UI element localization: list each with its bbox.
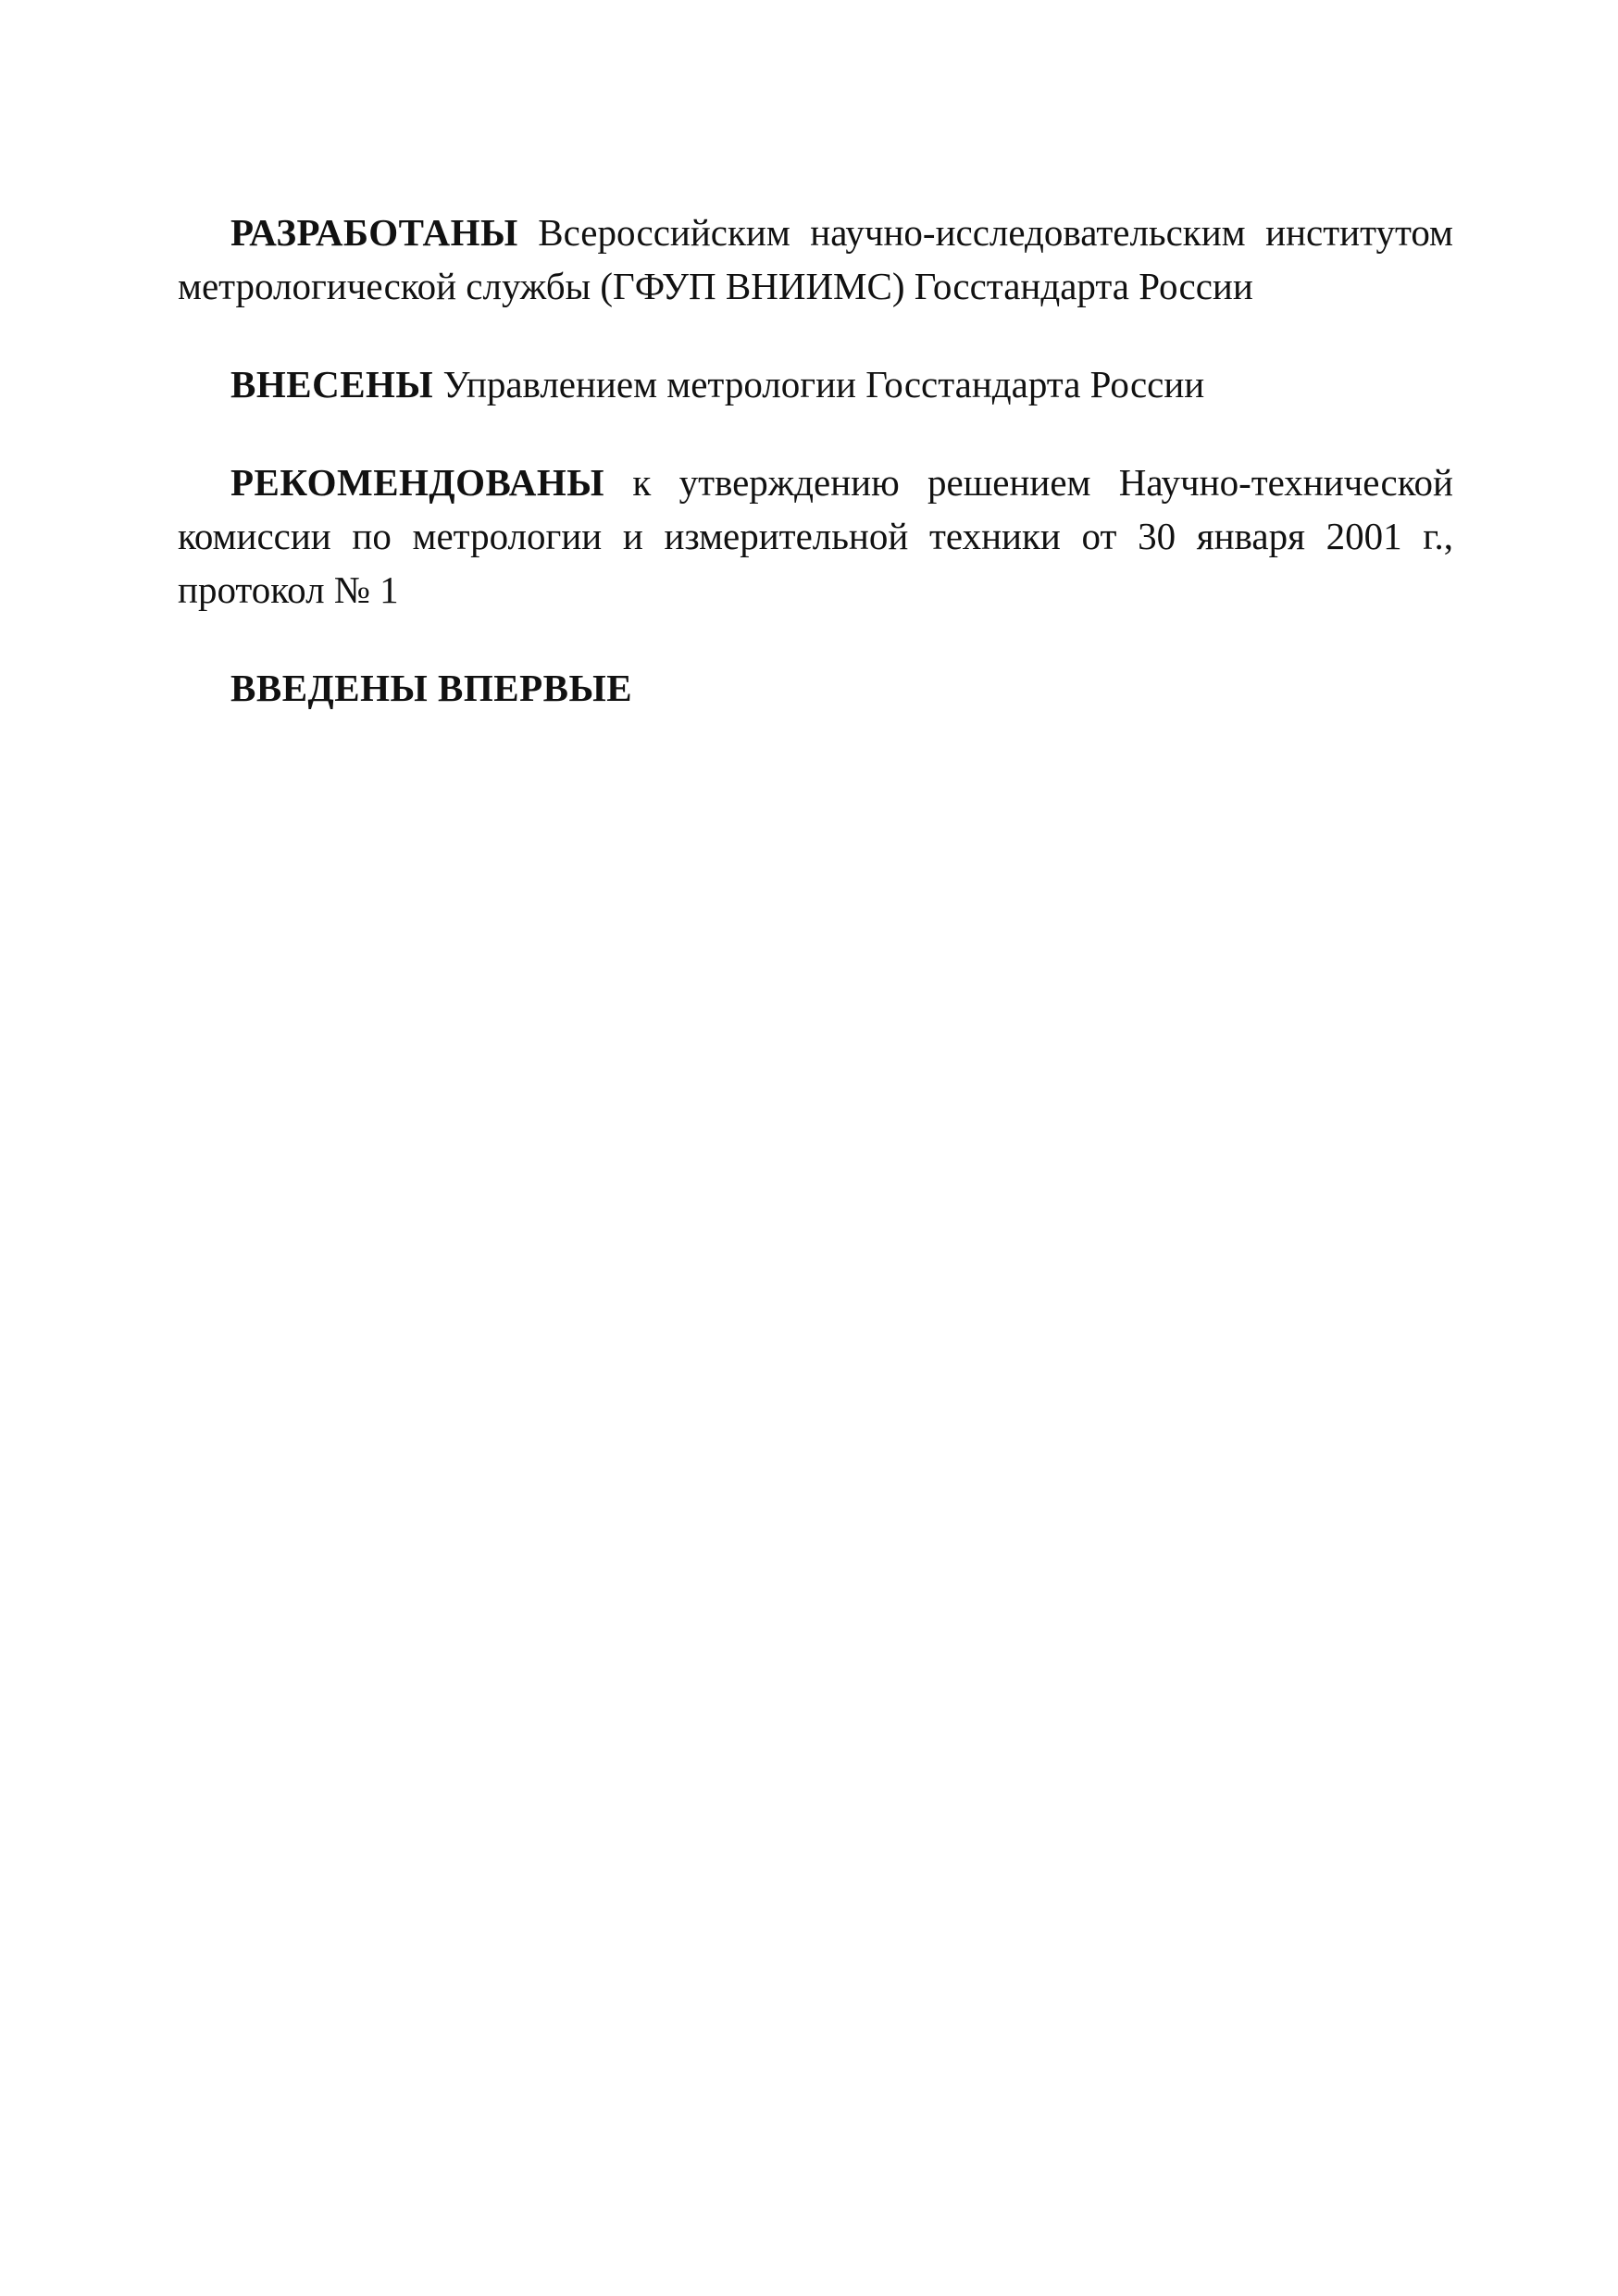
recommended-text: к утверждению решением Научно-технической комиссии по метрологии и измерительной техники от 30 января 2001 г., протокол № 1 (178, 461, 1453, 611)
developed-by-keyword: РАЗРАБОТАНЫ (230, 211, 518, 254)
introduced-first-paragraph (178, 661, 1453, 715)
recommended-keyword: РЕКОМЕНДОВАНЫ (230, 461, 605, 504)
developed-by-paragraph (178, 206, 1453, 313)
recommended-paragraph (178, 455, 1453, 617)
document-body (178, 206, 1453, 759)
developed-by-text: Всероссийским научно-исследовательским институтом метрологической службы (ГФУП ВНИИМС) Госстандарта России (178, 211, 1453, 307)
submitted-by-paragraph (178, 357, 1453, 411)
submitted-by-keyword: ВНЕСЕНЫ (230, 363, 434, 406)
submitted-by-text: Управлением метрологии Госстандарта России (433, 363, 1205, 406)
introduced-first-keyword: ВВЕДЕНЫ ВПЕРВЫЕ (230, 667, 633, 709)
